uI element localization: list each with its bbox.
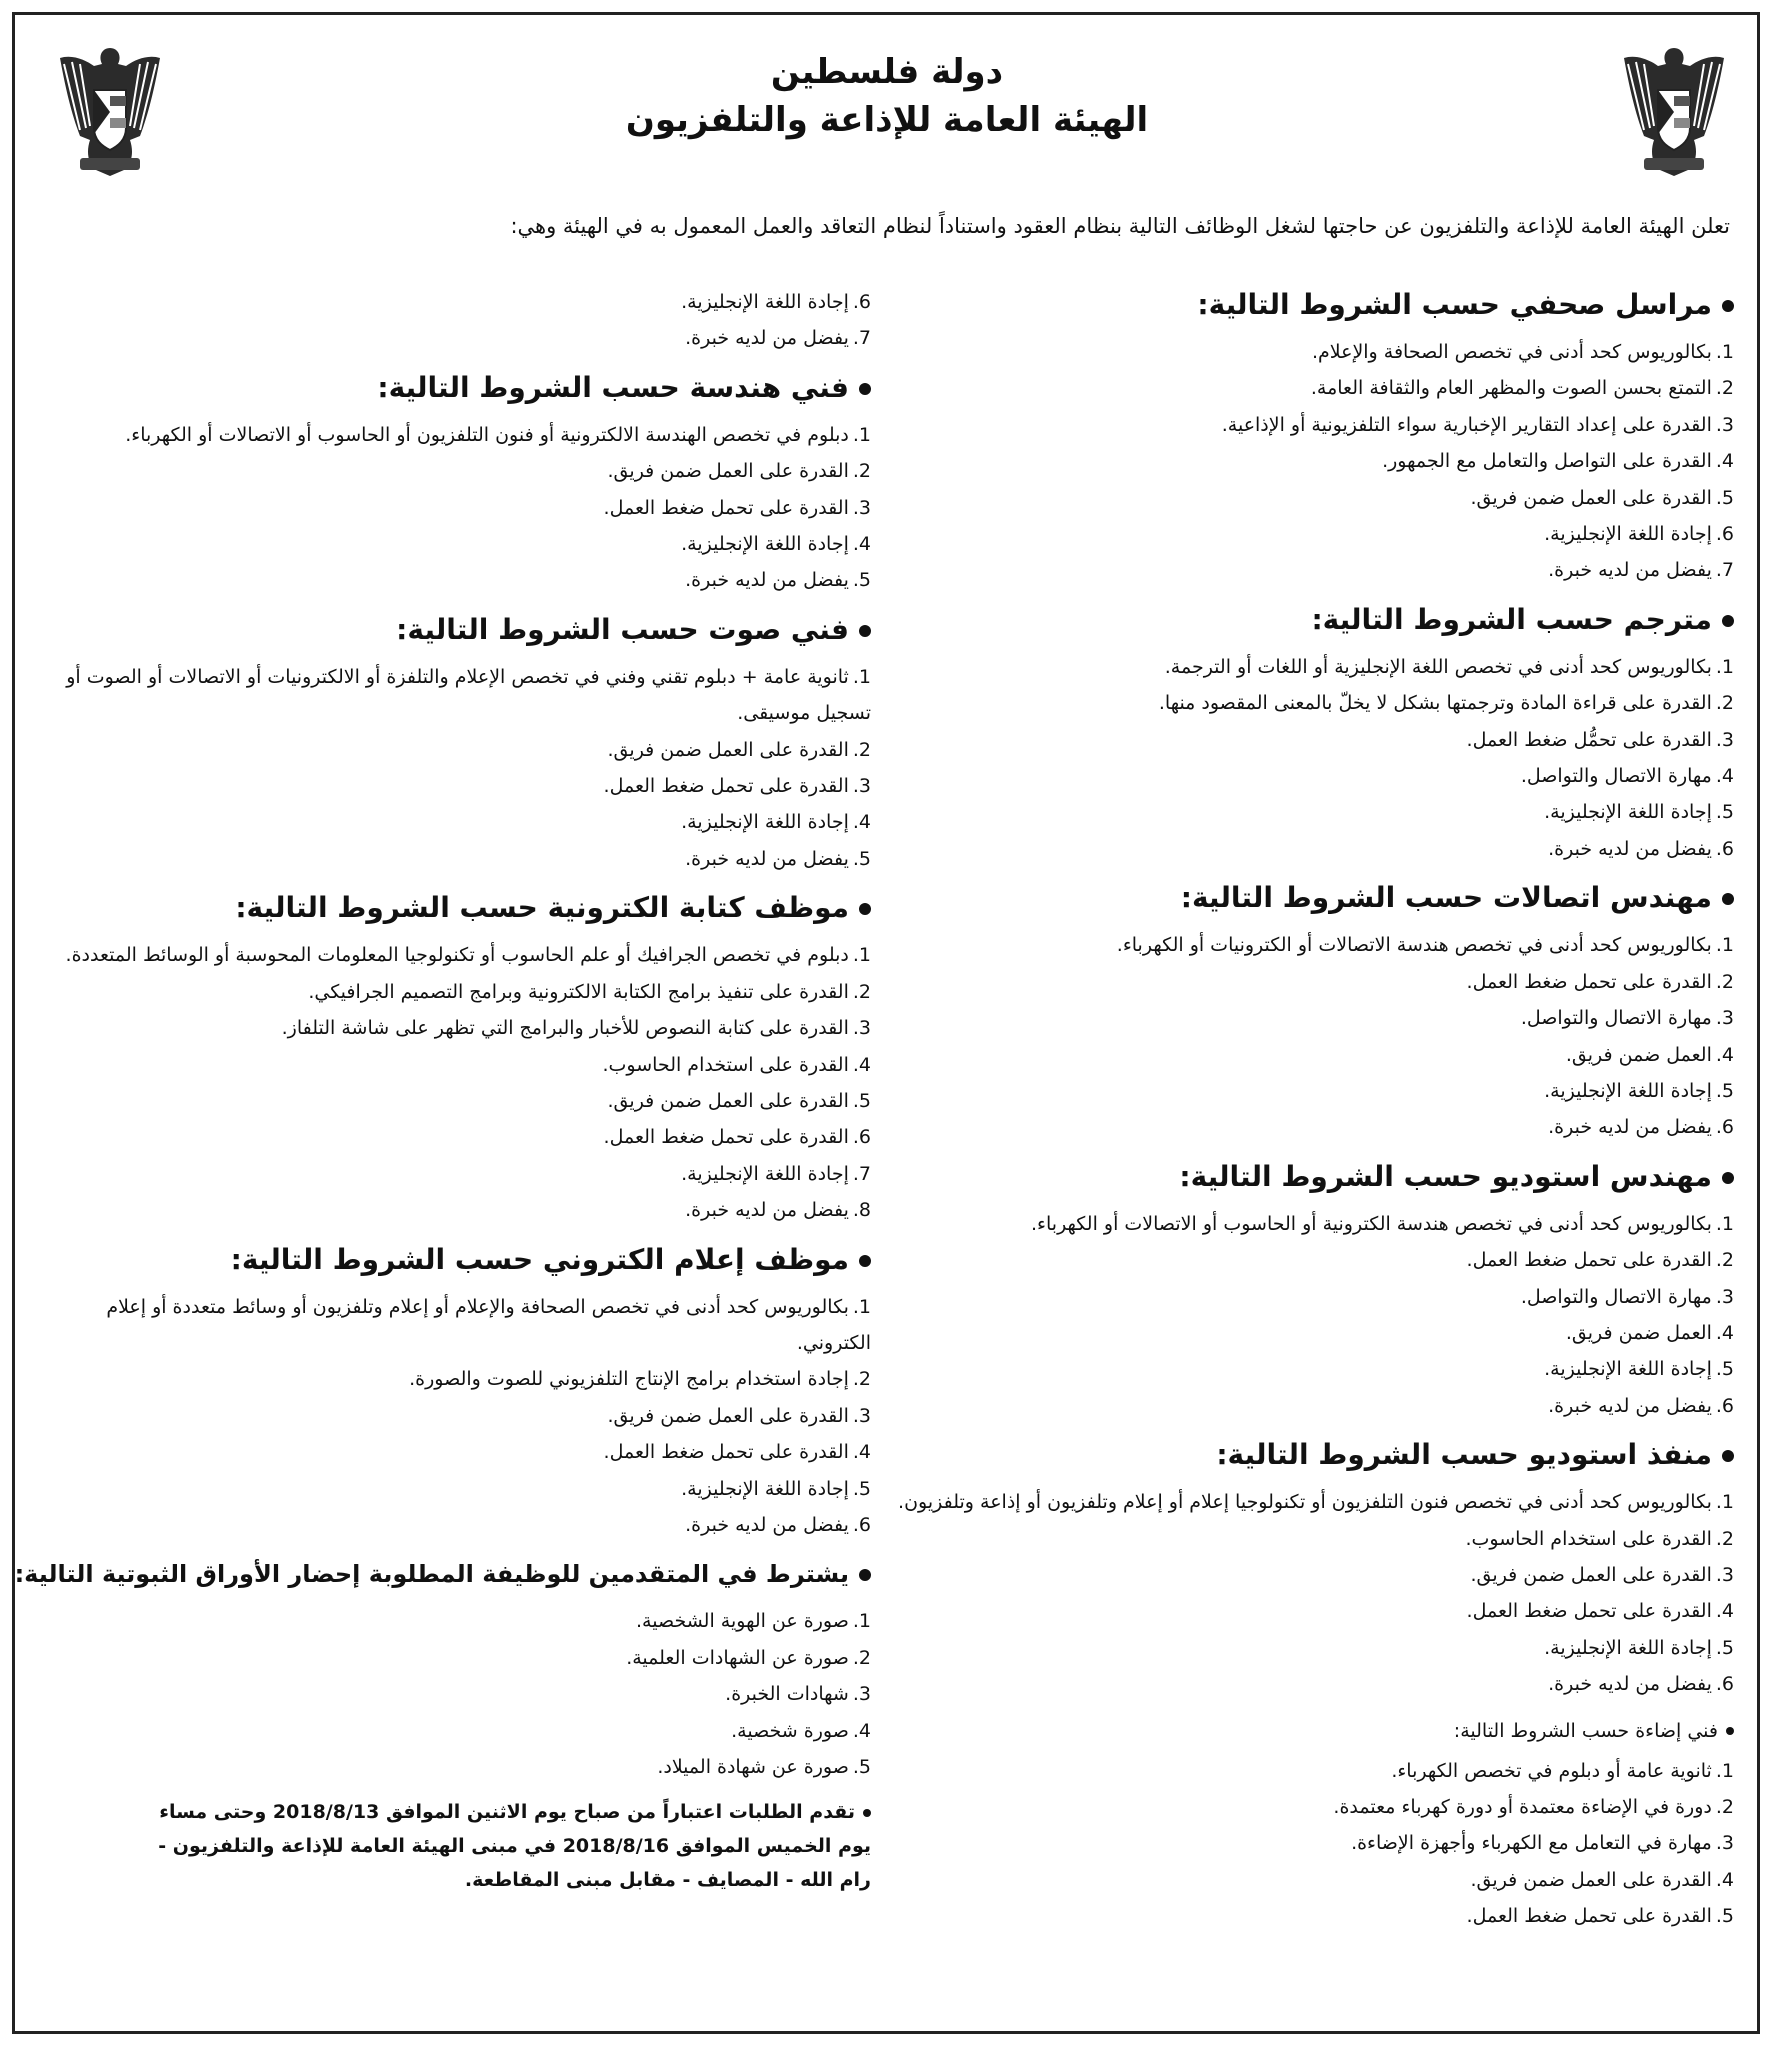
item-number: 2. — [1715, 377, 1734, 400]
item-text: بكالوريوس كحد أدنى في تخصص الصحافة والإعلام. — [1311, 341, 1712, 363]
list-item — [51, 1471, 871, 1507]
list-item — [51, 1192, 871, 1228]
list-item — [51, 1083, 871, 1119]
item-number: 6. — [852, 291, 871, 313]
item-number: 3. — [1715, 1563, 1734, 1586]
item-text: القدرة على العمل ضمن فريق. — [607, 738, 849, 761]
section-title — [14, 1553, 871, 1595]
item-number: 5. — [852, 1756, 871, 1778]
list-item — [51, 1119, 871, 1155]
item-number: 2. — [852, 1368, 871, 1391]
item-text: العمل ضمن فريق. — [1565, 1321, 1712, 1344]
item-text: دبلوم في تخصص الجرافيك أو علم الحاسوب أو تكنولوجيا المعلومات المحوسبة أو الوسائط المتعددة. — [65, 944, 849, 967]
item-number: 7. — [852, 1162, 871, 1185]
list-item — [51, 453, 871, 489]
list-item — [864, 1521, 1734, 1557]
list-item — [864, 1898, 1734, 1934]
requirements-list — [864, 1753, 1734, 1935]
list-item — [864, 1484, 1734, 1520]
item-number: 2. — [1715, 1527, 1734, 1550]
list-item — [864, 1593, 1734, 1629]
list-item — [864, 516, 1734, 552]
item-text: إجادة اللغة الإنجليزية. — [681, 291, 849, 313]
item-number: 3. — [1715, 728, 1734, 751]
item-text: القدرة على قراءة المادة وترجمتها بشكل لا يخلّ بالمعنى المقصود منها. — [1158, 692, 1712, 715]
item-number: 6. — [1715, 1394, 1734, 1417]
list-item — [51, 1713, 871, 1749]
item-text: القدرة على تنفيذ برامج الكتابة الالكترونية وبرامج التصميم الجرافيكي. — [308, 980, 849, 1003]
item-number: 4. — [852, 533, 871, 556]
list-item — [51, 526, 871, 562]
item-number: 1. — [1715, 655, 1734, 678]
list-item — [51, 1289, 871, 1362]
closing-note — [131, 1795, 871, 1897]
section-title — [864, 877, 1734, 919]
item-number: 4. — [852, 1053, 871, 1076]
section-title-text: مهندس اتصالات حسب الشروط التالية: — [1180, 881, 1712, 915]
list-item — [864, 831, 1734, 867]
item-number: 1. — [852, 1295, 871, 1318]
section-title-text: موظف إعلام الكتروني حسب الشروط التالية: — [230, 1242, 849, 1276]
requirements-list — [864, 927, 1734, 1145]
item-text: صورة عن الشهادات العلمية. — [626, 1646, 849, 1669]
list-item — [864, 1242, 1734, 1278]
job-section — [864, 1156, 1734, 1424]
item-number: 3. — [852, 496, 871, 519]
item-number: 6. — [1715, 1673, 1734, 1696]
item-text: بكالوريوس كحد أدنى في تخصص هندسة الاتصالات أو الكترونيات أو الكهرباء. — [1116, 934, 1712, 957]
right-column — [864, 284, 1734, 1945]
requirements-list — [51, 1603, 871, 1785]
item-number: 1. — [852, 665, 871, 688]
item-text: إجادة اللغة الإنجليزية. — [1544, 1079, 1712, 1102]
item-number: 2. — [852, 738, 871, 761]
item-number: 6. — [1715, 523, 1734, 546]
item-text: القدرة على العمل ضمن فريق. — [607, 1089, 849, 1112]
job-section — [864, 877, 1734, 1145]
requirements-list — [51, 1289, 871, 1544]
item-text: القدرة على إعداد التقارير الإخبارية سواء التلفزيونية أو الإذاعية. — [1221, 413, 1712, 436]
item-text: القدرة على العمل ضمن فريق. — [607, 1404, 849, 1427]
item-text: إجادة اللغة الإنجليزية. — [681, 533, 849, 556]
item-number: 7. — [1715, 559, 1734, 582]
list-item — [51, 1010, 871, 1046]
item-number: 2. — [1715, 1249, 1734, 1272]
item-text: التمتع بحسن الصوت والمظهر العام والثقافة العامة. — [1310, 377, 1712, 400]
list-item — [51, 1047, 871, 1083]
item-number: 2. — [1715, 970, 1734, 993]
list-item — [864, 1037, 1734, 1073]
item-number: 6. — [1715, 1116, 1734, 1139]
requirements-list — [864, 1484, 1734, 1702]
requirements-list — [51, 417, 871, 599]
item-text: إجادة استخدام برامج الإنتاج التلفزيوني للصوت والصورة. — [409, 1368, 849, 1391]
item-number: 1. — [852, 1610, 871, 1633]
list-item — [864, 407, 1734, 443]
item-text: القدرة على تحمل ضغط العمل. — [603, 496, 849, 519]
job-section — [864, 284, 1734, 589]
item-number: 6. — [852, 1126, 871, 1149]
item-number: 1. — [852, 944, 871, 967]
item-text: صورة عن شهادة الميلاد. — [657, 1756, 849, 1778]
list-item — [864, 1315, 1734, 1351]
item-number: 5. — [852, 1477, 871, 1500]
item-number: 2. — [852, 1646, 871, 1669]
item-text: دبلوم في تخصص الهندسة الالكترونية أو فنون التلفزيون أو الحاسوب أو الاتصالات أو الكهرباء. — [125, 423, 849, 446]
list-item — [864, 370, 1734, 406]
section-title — [864, 599, 1734, 641]
list-item — [864, 1000, 1734, 1036]
section-title-text: موظف كتابة الكترونية حسب الشروط التالية: — [235, 891, 849, 925]
item-text: يفضل من لديه خبرة. — [1548, 1673, 1712, 1696]
job-section — [864, 1434, 1734, 1702]
list-item — [864, 722, 1734, 758]
section-title-text: يشترط في المتقدمين للوظيفة المطلوبة إحضار الأوراق الثبوتية التالية: — [14, 1560, 849, 1589]
job-section — [51, 887, 871, 1228]
item-number: 3. — [1715, 1832, 1734, 1855]
left-column — [14, 284, 871, 1897]
list-item — [51, 974, 871, 1010]
item-number: 5. — [1715, 801, 1734, 824]
requirements-list — [51, 659, 871, 877]
item-number: 5. — [1715, 1636, 1734, 1659]
item-number: 7. — [852, 327, 871, 350]
item-number: 5. — [1715, 1905, 1734, 1928]
section-title-text: فني إضاءة حسب الشروط التالية: — [1453, 1719, 1718, 1742]
intro-text: تعلن الهيئة العامة للإذاعة والتلفزيون عن حاجتها لشغل الوظائف التالية بنظام العقود واستناداً لنظام التعاقد والعمل المعمول به في الهيئة وهي: — [510, 214, 1730, 238]
item-text: صورة شخصية. — [731, 1719, 849, 1742]
list-item — [864, 649, 1734, 685]
requirements-list — [864, 649, 1734, 867]
bullet-icon — [859, 383, 871, 395]
item-text: ثانوية عامة أو دبلوم في تخصص الكهرباء. — [1391, 1759, 1712, 1782]
item-number: 2. — [852, 980, 871, 1003]
item-number: 3. — [852, 775, 871, 798]
list-item — [864, 1789, 1734, 1825]
list-item — [864, 1279, 1734, 1315]
list-item — [51, 1507, 871, 1543]
item-number: 1. — [1715, 341, 1734, 363]
list-item — [864, 1557, 1734, 1593]
item-number: 8. — [852, 1199, 871, 1222]
list-item — [864, 552, 1734, 588]
item-text: دورة في الإضاءة معتمدة أو دورة كهرباء معتمدة. — [1333, 1796, 1712, 1818]
list-item — [864, 1862, 1734, 1898]
item-number: 5. — [852, 847, 871, 870]
authority-title: الهيئة العامة للإذاعة والتلفزيون — [625, 100, 1149, 140]
list-item — [51, 417, 871, 453]
item-text: القدرة على استخدام الحاسوب. — [1465, 1527, 1712, 1550]
bullet-icon — [859, 903, 871, 915]
list-item — [864, 964, 1734, 1000]
item-number: 1. — [1715, 1491, 1734, 1514]
section-title — [51, 887, 871, 929]
item-text: العمل ضمن فريق. — [1565, 1043, 1712, 1066]
section-title — [51, 609, 871, 651]
list-item — [51, 320, 871, 356]
item-number: 5. — [1715, 486, 1734, 509]
item-text: مهارة الاتصال والتواصل. — [1520, 1285, 1712, 1308]
list-item — [51, 1603, 871, 1639]
item-number: 4. — [1715, 1868, 1734, 1891]
closing-text: تقدم الطلبات اعتباراً من صباح يوم الاثنين الموافق 2018/8/13 وحتى مساء يوم الخميس الموافق 2018/8/16 في مبنى الهيئة العامة للإذاعة والتلفزيون - رام الله - المصايف - مقابل مبنى المقاطعة. — [158, 1801, 871, 1892]
item-number: 6. — [1715, 837, 1734, 860]
item-text: شهادات الخبرة. — [725, 1683, 849, 1706]
item-number: 1. — [1715, 1759, 1734, 1782]
item-text: مهارة الاتصال والتواصل. — [1520, 765, 1712, 788]
bullet-icon — [863, 1809, 871, 1817]
item-text: يفضل من لديه خبرة. — [685, 847, 849, 870]
item-number: 2. — [852, 460, 871, 483]
list-item — [51, 562, 871, 598]
item-text: القدرة على التواصل والتعامل مع الجمهور. — [1382, 450, 1712, 473]
section-title — [51, 367, 871, 409]
section-title-text: مترجم حسب الشروط التالية: — [1311, 602, 1712, 636]
list-item — [51, 1361, 871, 1397]
item-text: القدرة على العمل ضمن فريق. — [607, 460, 849, 483]
list-item — [864, 1206, 1734, 1242]
requirements-list — [51, 284, 871, 357]
section-title — [864, 1156, 1734, 1198]
item-number: 1. — [1715, 1212, 1734, 1235]
list-item — [864, 685, 1734, 721]
list-item — [864, 927, 1734, 963]
list-item — [864, 1073, 1734, 1109]
list-item — [51, 1640, 871, 1676]
item-text: يفضل من لديه خبرة. — [685, 1199, 849, 1222]
list-item — [864, 334, 1734, 370]
list-item — [51, 490, 871, 526]
bullet-icon — [1722, 300, 1734, 312]
page-header — [0, 48, 1774, 144]
item-text: يفضل من لديه خبرة. — [685, 1513, 849, 1536]
item-number: 1. — [852, 423, 871, 446]
item-number: 5. — [1715, 1358, 1734, 1381]
job-section — [864, 1713, 1734, 1935]
item-text: يفضل من لديه خبرة. — [685, 569, 849, 592]
list-item — [51, 284, 871, 320]
list-item — [51, 1676, 871, 1712]
list-item — [864, 758, 1734, 794]
list-item — [51, 804, 871, 840]
item-number: 4. — [852, 1441, 871, 1464]
item-text: صورة عن الهوية الشخصية. — [636, 1610, 849, 1633]
item-number: 3. — [1715, 1007, 1734, 1030]
item-text: يفضل من لديه خبرة. — [1548, 559, 1712, 582]
item-number: 4. — [852, 1719, 871, 1742]
list-item — [864, 1825, 1734, 1861]
item-number: 4. — [1715, 1600, 1734, 1623]
item-text: يفضل من لديه خبرة. — [1548, 837, 1712, 860]
list-item — [51, 732, 871, 768]
item-number: 2. — [1715, 692, 1734, 715]
item-number: 3. — [852, 1404, 871, 1427]
item-number: 4. — [1715, 450, 1734, 473]
list-item — [864, 794, 1734, 830]
section-title-text: مهندس استوديو حسب الشروط التالية: — [1179, 1159, 1712, 1193]
job-section — [864, 599, 1734, 867]
list-item — [51, 659, 871, 732]
job-section — [51, 609, 871, 877]
item-text: القدرة على العمل ضمن فريق. — [1470, 486, 1712, 509]
item-number: 3. — [852, 1683, 871, 1706]
section-title-text: فني صوت حسب الشروط التالية: — [396, 612, 849, 646]
section-title — [864, 284, 1734, 326]
item-text: القدرة على العمل ضمن فريق. — [1470, 1868, 1712, 1891]
requirements-list — [51, 937, 871, 1228]
item-text: إجادة اللغة الإنجليزية. — [681, 811, 849, 834]
item-text: القدرة على كتابة النصوص للأخبار والبرامج التي تظهر على شاشة التلفاز. — [281, 1017, 849, 1040]
section-title — [864, 1434, 1734, 1476]
list-item — [864, 480, 1734, 516]
item-text: القدرة على تحمل ضغط العمل. — [603, 1126, 849, 1149]
item-number: 5. — [852, 569, 871, 592]
item-number: 3. — [1715, 413, 1734, 436]
bullet-icon — [859, 625, 871, 637]
bullet-icon — [1722, 615, 1734, 627]
item-text: القدرة على العمل ضمن فريق. — [1470, 1563, 1712, 1586]
item-text: القدرة على تحمل ضغط العمل. — [1466, 1905, 1712, 1928]
list-item — [864, 1753, 1734, 1789]
section-title-text: منفذ استوديو حسب الشروط التالية: — [1216, 1438, 1712, 1472]
list-item — [51, 841, 871, 877]
item-text: ثانوية عامة + دبلوم تقني وفني في تخصص الإعلام والتلفزة أو الالكترونيات أو الاتصالات أو الصوت أو تسجيل موسيقى. — [66, 665, 871, 725]
job-section — [14, 1553, 871, 1785]
item-text: القدرة على تحمل ضغط العمل. — [603, 1441, 849, 1464]
state-title: دولة فلسطين — [770, 52, 1004, 92]
bullet-icon — [859, 1569, 871, 1581]
item-text: إجادة اللغة الإنجليزية. — [681, 1162, 849, 1185]
bullet-icon — [1722, 1450, 1734, 1462]
item-text: القدرة على تحمُّل ضغط العمل. — [1466, 728, 1712, 751]
item-text: القدرة على تحمل ضغط العمل. — [1466, 970, 1712, 993]
continued-section — [51, 284, 871, 357]
list-item — [51, 937, 871, 973]
item-text: يفضل من لديه خبرة. — [685, 327, 849, 350]
item-text: مهارة الاتصال والتواصل. — [1520, 1007, 1712, 1030]
item-number: 3. — [852, 1017, 871, 1040]
item-text: مهارة في التعامل مع الكهرباء وأجهزة الإضاءة. — [1351, 1832, 1712, 1855]
job-section — [51, 1239, 871, 1544]
list-item — [864, 1109, 1734, 1145]
list-item — [51, 768, 871, 804]
list-item — [51, 1156, 871, 1192]
item-number: 3. — [1715, 1285, 1734, 1308]
list-item — [864, 1666, 1734, 1702]
list-item — [864, 1351, 1734, 1387]
item-number: 4. — [1715, 1321, 1734, 1344]
item-text: إجادة اللغة الإنجليزية. — [681, 1477, 849, 1500]
requirements-list — [864, 334, 1734, 589]
list-item — [51, 1398, 871, 1434]
list-item — [864, 1388, 1734, 1424]
item-text: القدرة على استخدام الحاسوب. — [602, 1053, 849, 1076]
list-item — [51, 1434, 871, 1470]
section-title-text: مراسل صحفي حسب الشروط التالية: — [1197, 288, 1712, 321]
item-text: بكالوريوس كحد أدنى في تخصص فنون التلفزيون أو تكنولوجيا إعلام أو إعلام وتلفزيون أو إذاعة وتلفزيون. — [898, 1491, 1712, 1514]
item-text: بكالوريوس كحد أدنى في تخصص الصحافة والإعلام أو إعلام وتلفزيون أو وسائط متعددة أو إعلام الكتروني. — [106, 1295, 871, 1354]
item-text: إجادة اللغة الإنجليزية. — [1544, 1636, 1712, 1659]
item-text: القدرة على تحمل ضغط العمل. — [1466, 1600, 1712, 1623]
item-number: 6. — [852, 1513, 871, 1536]
bullet-icon — [1722, 893, 1734, 905]
item-number: 1. — [1715, 934, 1734, 957]
bullet-icon — [1722, 1172, 1734, 1184]
item-text: القدرة على تحمل ضغط العمل. — [1466, 1249, 1712, 1272]
section-title-text: فني هندسة حسب الشروط التالية: — [377, 370, 849, 404]
item-number: 4. — [852, 811, 871, 834]
section-title — [864, 1713, 1734, 1749]
item-text: بكالوريوس كحد أدنى في تخصص اللغة الإنجليزية أو اللغات أو الترجمة. — [1164, 655, 1712, 678]
item-text: القدرة على تحمل ضغط العمل. — [603, 775, 849, 798]
bullet-icon — [1726, 1727, 1734, 1735]
item-text: إجادة اللغة الإنجليزية. — [1544, 801, 1712, 824]
section-title — [51, 1239, 871, 1281]
requirements-list — [864, 1206, 1734, 1424]
list-item — [864, 443, 1734, 479]
list-item — [864, 1630, 1734, 1666]
item-text: إجادة اللغة الإنجليزية. — [1544, 523, 1712, 546]
bullet-icon — [859, 1255, 871, 1267]
item-text: إجادة اللغة الإنجليزية. — [1544, 1358, 1712, 1381]
item-number: 4. — [1715, 1043, 1734, 1066]
item-number: 2. — [1715, 1796, 1734, 1818]
item-number: 5. — [852, 1089, 871, 1112]
item-text: يفضل من لديه خبرة. — [1548, 1116, 1712, 1139]
item-text: بكالوريوس كحد أدنى في تخصص هندسة الكترونية أو الحاسوب أو الاتصالات أو الكهرباء. — [1031, 1212, 1712, 1235]
job-section — [51, 367, 871, 599]
item-number: 4. — [1715, 765, 1734, 788]
list-item — [51, 1749, 871, 1785]
item-text: يفضل من لديه خبرة. — [1548, 1394, 1712, 1417]
item-number: 5. — [1715, 1079, 1734, 1102]
